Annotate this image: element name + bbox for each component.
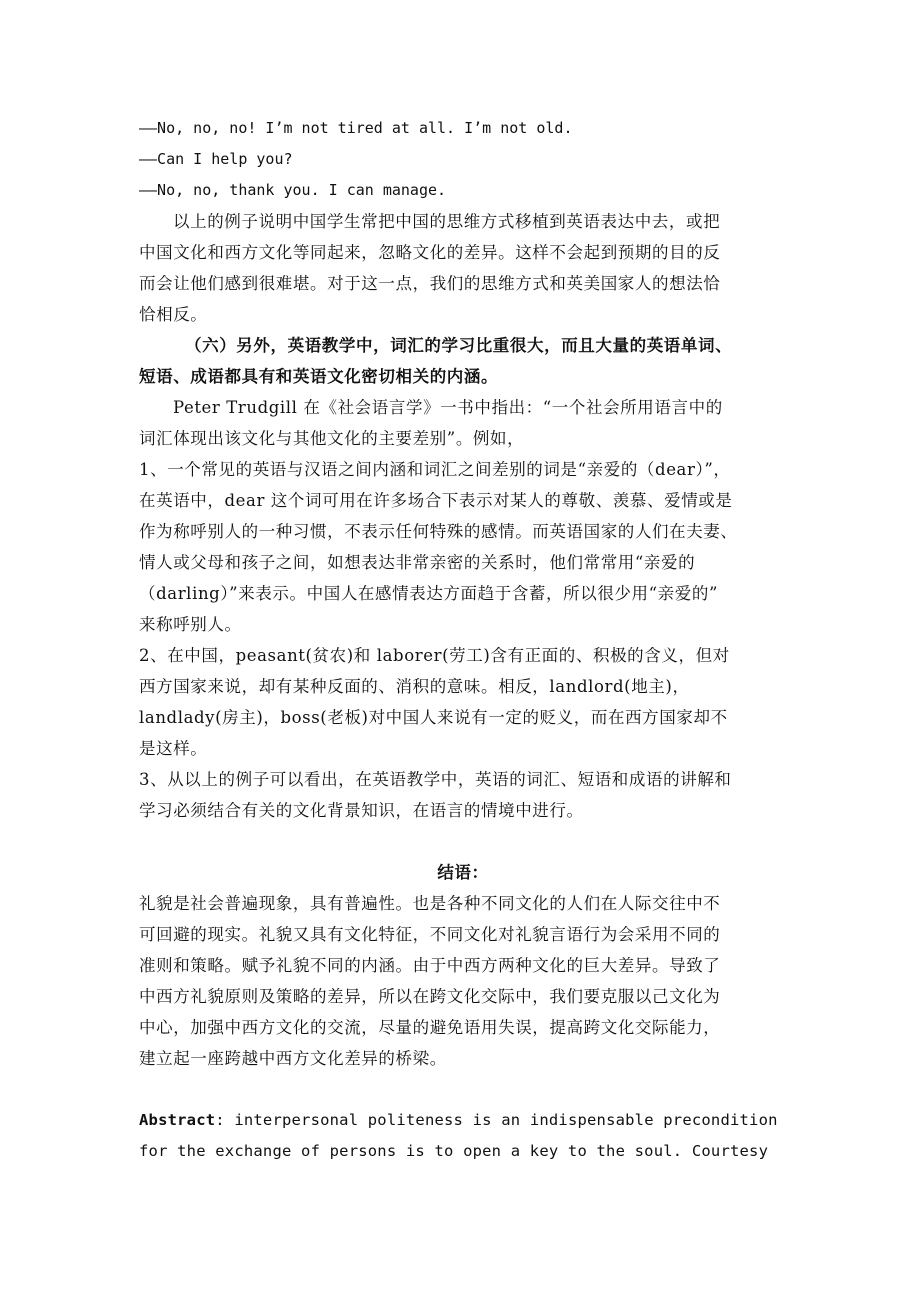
- conclusion-paragraph: [139, 888, 787, 1074]
- conclusion-line: 中心，加强中西方文化的交流，尽量的避免语用失误，提高跨文化交际能力，: [139, 1018, 721, 1037]
- abstract-label: Abstract: [139, 1111, 216, 1129]
- dialogue-block: [139, 113, 787, 206]
- list-item-line: 学习必须结合有关的文化背景知识，在语言的情境中进行。: [139, 801, 584, 820]
- document-page: [139, 113, 787, 1167]
- heading-line: 短语、成语都具有和英语文化密切相关的内涵。: [139, 367, 499, 386]
- heading-line: （六）另外，英语教学中，词汇的学习比重很大，而且大量的英语单词、: [185, 336, 733, 355]
- section-heading-six: [139, 330, 787, 392]
- list-item-line: 作为称呼别人的一种习惯，不表示任何特殊的感情。而英语国家的人们在夫妻、: [139, 522, 738, 541]
- abstract-line: for the exchange of persons is to open a key to the soul. Courtesy: [139, 1142, 769, 1160]
- dialogue-line: ——Can I help you?: [139, 150, 293, 168]
- dialogue-line: ——No, no, no! I’m not tired at all. I’m not old.: [139, 119, 573, 137]
- conclusion-line: 中西方礼貌原则及策略的差异，所以在跨文化交际中，我们要克服以己文化为: [139, 987, 721, 1006]
- list-item-summary: [139, 764, 787, 826]
- list-item-line: 来称呼别人。: [139, 615, 242, 634]
- paragraph-line: 恰相反。: [139, 305, 208, 324]
- blank-line: [139, 1074, 787, 1105]
- conclusion-line: 建立起一座跨越中西方文化差异的桥梁。: [139, 1049, 447, 1068]
- conclusion-line: 可回避的现实。礼貌又具有文化特征，不同文化对礼貌言语行为会采用不同的: [139, 925, 721, 944]
- paragraph-line: 以上的例子说明中国学生常把中国的思维方式移植到英语表达中去，或把: [173, 212, 721, 231]
- list-item-line: 情人或父母和孩子之间，如想表达非常亲密的关系时，他们常常用“亲爱的: [139, 553, 696, 572]
- paragraph-thinking-transfer: [139, 206, 787, 330]
- list-item-line: 在英语中，dear 这个词可用在许多场合下表示对某人的尊敬、羡慕、爱情或是: [139, 491, 733, 510]
- conclusion-line: 准则和策略。赋予礼貌不同的内涵。由于中西方两种文化的巨大差异。导致了: [139, 956, 721, 975]
- paragraph-line: 而会让他们感到很难堪。对于这一点，我们的思维方式和英美国家人的想法恰: [139, 274, 721, 293]
- paragraph-line: 词汇体现出该文化与其他文化的主要差别”。例如，: [139, 429, 525, 448]
- list-item-line: 2、在中国，peasant(贫农)和 laborer(劳工)含有正面的、积极的含义，但对: [139, 646, 730, 665]
- list-item-line: 1、一个常见的英语与汉语之间内涵和词汇之间差别的词是“亲爱的（dear）”，: [139, 460, 731, 479]
- list-item-line: （darling）”来表示。中国人在感情表达方面趋于含蓄，所以很少用“亲爱的”: [139, 584, 718, 603]
- paragraph-line: Peter Trudgill 在《社会语言学》一书中指出：“一个社会所用语言中的: [173, 398, 723, 417]
- list-item-dear: [139, 454, 787, 640]
- abstract-paragraph: [139, 1105, 787, 1167]
- abstract-text: : interpersonal politeness is an indispensable precondition: [215, 1111, 778, 1129]
- list-item-line: 是这样。: [139, 739, 208, 758]
- conclusion-title: 结语：: [437, 863, 489, 882]
- list-item-peasant: [139, 640, 787, 764]
- paragraph-line: 中国文化和西方文化等同起来，忽略文化的差异。这样不会起到预期的目的反: [139, 243, 721, 262]
- list-item-line: 3、从以上的例子可以看出，在英语教学中，英语的词汇、短语和成语的讲解和: [139, 770, 732, 789]
- list-item-line: landlady(房主)，boss(老板)对中国人来说有一定的贬义，而在西方国家却不: [139, 708, 728, 727]
- blank-line: [139, 826, 787, 857]
- paragraph-trudgill: [139, 392, 787, 454]
- abstract-line: [139, 1105, 787, 1136]
- dialogue-line: ——No, no, thank you. I can manage.: [139, 181, 447, 199]
- conclusion-line: 礼貌是社会普遍现象，具有普遍性。也是各种不同文化的人们在人际交往中不: [139, 894, 721, 913]
- list-item-line: 西方国家来说，却有某种反面的、消积的意味。相反，landlord(地主)，: [139, 677, 690, 696]
